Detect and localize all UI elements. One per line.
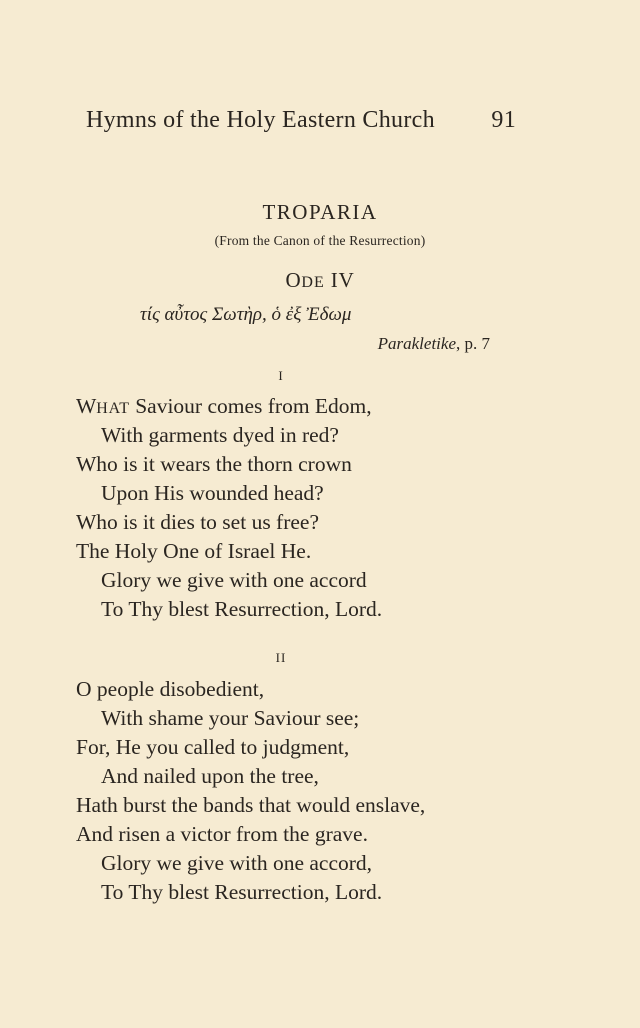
verse-line: Glory we give with one accord, — [101, 851, 373, 875]
section-subtitle: (From the Canon of the Resurrection) — [214, 233, 426, 248]
verse-line: O people disobedient, — [76, 677, 265, 701]
verse-initial: W — [76, 394, 97, 418]
verse-line: With garments dyed in red? — [101, 423, 339, 447]
source-title: Parakletike — [377, 334, 456, 353]
stanza-2 — [76, 675, 556, 907]
verse-line: To Thy blest Resurrection, Lord. — [101, 880, 383, 904]
verse-line: Who is it dies to set us free? — [76, 510, 320, 534]
verse-line: Glory we give with one accord — [101, 568, 367, 592]
verse-line: The Holy One of Israel He. — [76, 539, 312, 563]
ode-smallcaps: DE — [301, 274, 325, 291]
stanza-number: II — [275, 650, 287, 665]
verse-line: Who is it wears the thorn crown — [76, 452, 352, 476]
verse-line: For, He you called to judgment, — [76, 735, 350, 759]
ode-heading — [0, 268, 640, 293]
verse-line: And nailed upon the tree, — [101, 764, 319, 788]
source-page: , p. 7 — [456, 334, 490, 353]
verse-line: Hath burst the bands that would enslave, — [76, 793, 426, 817]
ode-numeral: IV — [324, 268, 355, 292]
verse-smallcaps: HAT — [96, 400, 130, 417]
verse-line: With shame your Saviour see; — [101, 706, 360, 730]
stanza-number: I — [278, 368, 284, 383]
verse-line: And risen a victor from the grave. — [76, 822, 368, 846]
ode-initial: O — [285, 268, 302, 292]
verse-first-line-rest: Saviour comes from Edom, — [129, 394, 372, 418]
section-title: TROPARIA — [262, 200, 378, 224]
greek-incipit: τίς αὖτος Σωτὴρ, ὁ ἐξ Ἐδωμ — [140, 304, 352, 325]
verse-line — [76, 392, 556, 421]
verse-line: Upon His wounded head? — [101, 481, 324, 505]
verse-line: To Thy blest Resurrection, Lord. — [101, 597, 383, 621]
running-header — [86, 107, 516, 134]
running-title: Hymns of the Holy Eastern Church — [86, 107, 435, 133]
source-citation — [378, 334, 490, 354]
page-number: 91 — [491, 107, 516, 133]
stanza-1 — [76, 392, 556, 624]
